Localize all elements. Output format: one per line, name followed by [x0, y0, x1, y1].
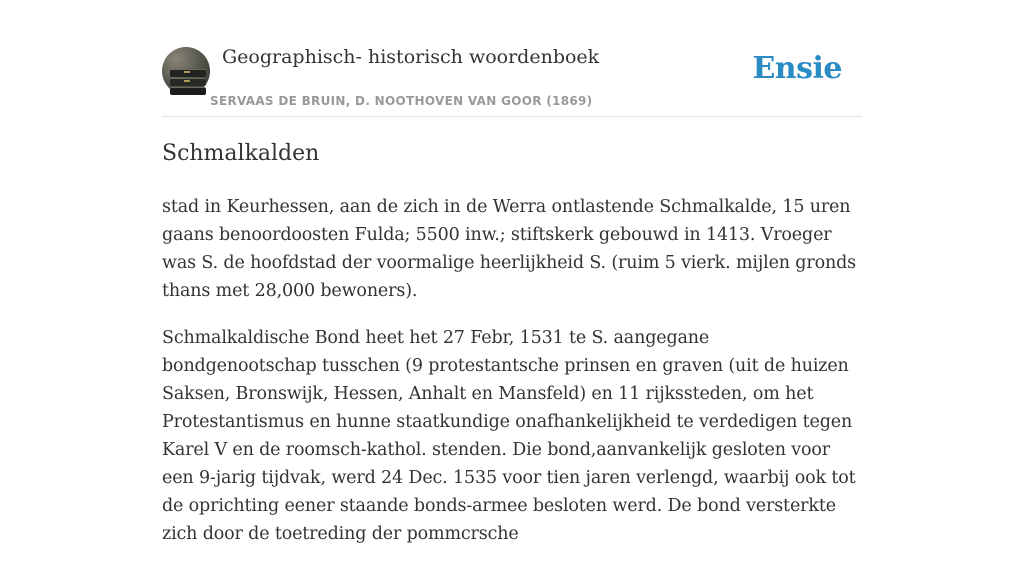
entry-body — [162, 193, 862, 567]
entry-title: Schmalkalden — [162, 141, 320, 166]
entry-paragraph: Schmalkaldische Bond heet het 27 Febr, 1531 te S. aangegane bondgenootschap tusschen (9 protestantsche prinsen en graven (uit de huizen Saksen, Bronswijk, Hessen, Anhalt en Mansfeld) en 11 rijkssteden, om het Protestantismus en hunne staatkundige onafhankelijkheid te verdedigen tegen Karel V en de roomsch-kathol. stenden. Die bond,aanvankelijk gesloten voor een 9-jarig tijdvak, werd 24 Dec. 1535 voor tien jaren verlengd, waarbij ook tot de oprichting eener staande bonds-armee besloten werd. De bond versterkte zich door de toetreding der pommcrsche — [162, 328, 856, 544]
book-spine-label — [184, 71, 190, 73]
entry-paragraph: stad in Keurhessen, aan de zich in de Werra ontlastende Schmalkalde, 15 uren gaans benoordoosten Fulda; 5500 inw.; stiftskerk gebouwd in 1413. Vroeger was S. de hoofdstad der voormalige heerlijkheid S. (ruim 5 vierk. mijlen gronds thans met 28,000 bewoners). — [162, 197, 856, 301]
ensie-logo[interactable]: Ensie — [752, 51, 842, 86]
book-spine-label — [184, 80, 190, 82]
book-authors: SERVAAS DE BRUIN, D. NOOTHOVEN VAN GOOR (1869) — [210, 94, 593, 108]
page-content — [162, 0, 862, 544]
book-stack-icon[interactable] — [162, 47, 210, 95]
source-header — [162, 0, 862, 117]
book-title-link[interactable]: Geographisch- historisch woordenboek — [222, 46, 600, 68]
book-spine — [170, 87, 206, 95]
